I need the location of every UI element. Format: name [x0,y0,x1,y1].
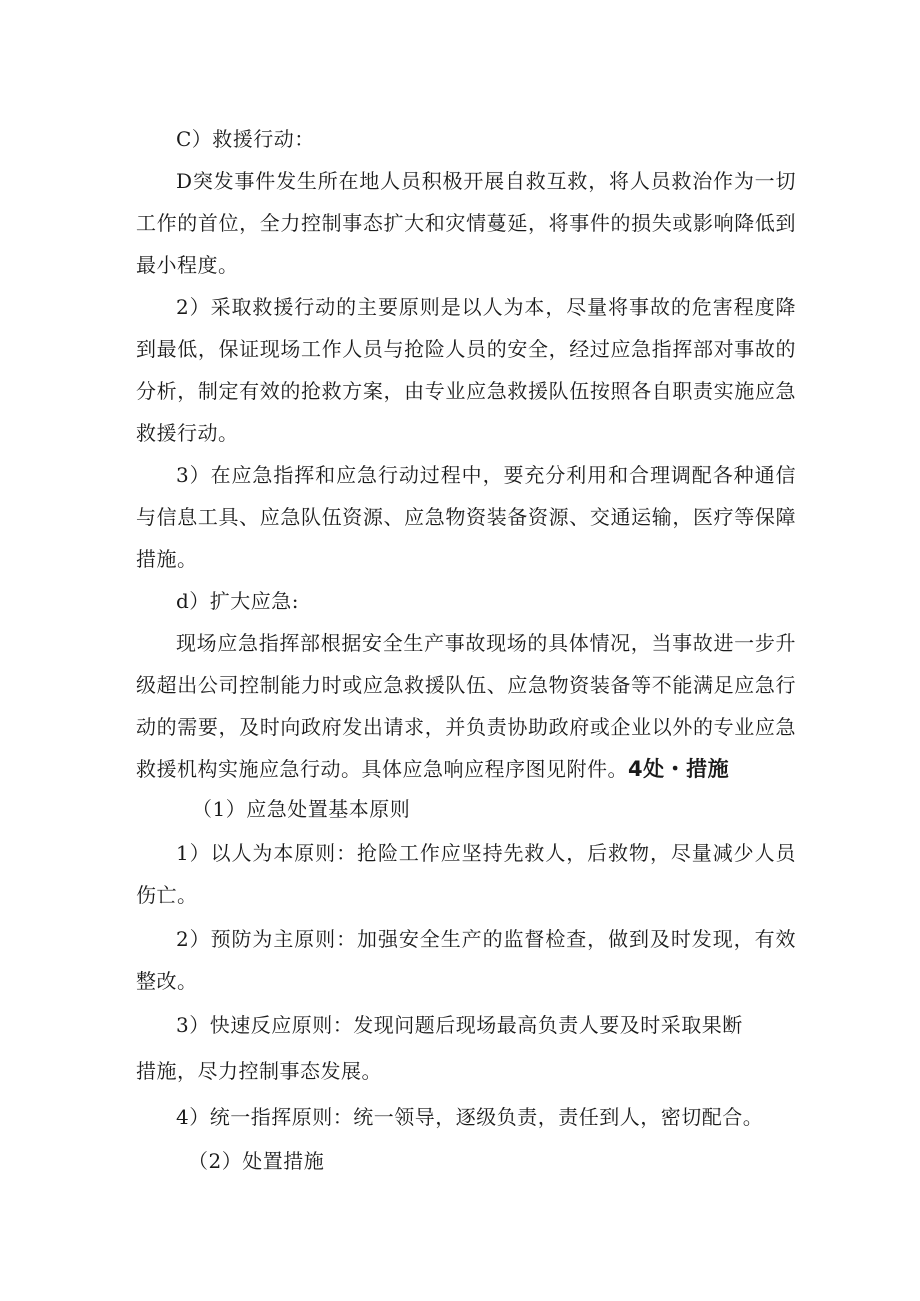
paragraph-4-text: 现场应急指挥部根据安全生产事故现场的具体情况，当事故进一步升级超出公司控制能力时或应急救援队伍、应急物资装备等不能满足应急行动的需要，及时向政府发出请求，并负责协助政府或企业以外的专业应急救援机构实施应急行动。具体应急响应程序图见附件。 [136,631,796,781]
section-4-title: 4处・措施 [628,757,730,781]
subsection-1-heading: （1）应急处置基本原则 [192,797,411,821]
principle-1: 1）以人为本原则：抢险工作应坚持先救人，后救物，尽量减少人员伤亡。 [136,841,796,907]
paragraph-2: 2）采取救援行动的主要原则是以人为本，尽量将事故的危害程度降到最低，保证现场工作人员与抢险人员的安全，经过应急指挥部对事故的分析，制定有效的抢救方案，由专业应急救援队伍按照各自职责实施应急救援行动。 [136,295,796,445]
principle-4: 4）统一指挥原则：统一领导，逐级负责，责任到人，密切配合。 [176,1105,764,1129]
paragraph-3: 3）在应急指挥和应急行动过程中，要充分利用和合理调配各种通信与信息工具、应急队伍资源、应急物资装备资源、交通运输，医疗等保障措施。 [136,463,796,571]
principle-3-line-2: 措施，尽力控制事态发展。 [136,1059,382,1083]
principle-3-line-1: 3）快速反应原则：发现问题后现场最高负责人要及时采取果断 [176,1013,743,1037]
principle-2: 2）预防为主原则：加强安全生产的监督检查，做到及时发现，有效整改。 [136,927,796,993]
paragraph-4 [136,622,796,790]
paragraph-1: D突发事件发生所在地人员积极开展自救互救，将人员救治作为一切工作的首位，全力控制事态扩大和灾情蔓延，将事件的损失或影响降低到最小程度。 [136,169,796,277]
section-d-heading: d）扩大应急: [176,589,300,613]
subsection-2-heading: （2）处置措施 [188,1149,325,1173]
section-c-heading: C）救援行动： [176,127,315,151]
